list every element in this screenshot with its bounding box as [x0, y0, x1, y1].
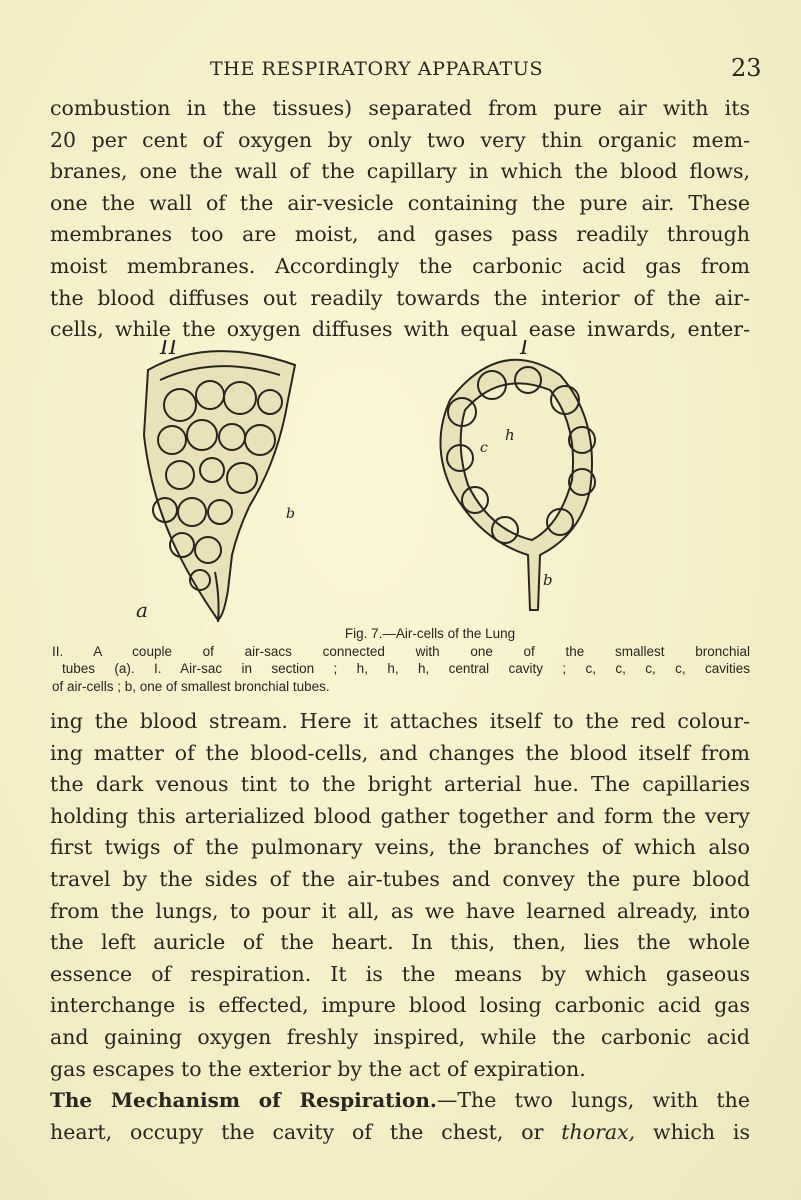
text-line [50, 1117, 750, 1149]
text-line: moist membranes. Accordingly the carbonic acid gas from [50, 253, 750, 278]
text-line: one the wall of the air-vesicle containing the pure air. These [50, 190, 750, 215]
caption-line: tubes (a). I. Air-sac in section ; h, h, h, central cavity ; c, c, c, c, cavities [62, 661, 750, 676]
text-line: the blood diffuses out readily towards the interior of the air- [50, 285, 750, 310]
text-line: cells, while the oxygen diffuses with equal ease inwards, enter- [50, 317, 750, 342]
text-line: 20 per cent of oxygen by only two very thin organic mem- [50, 127, 750, 152]
label-h: h [505, 426, 515, 444]
page-number: 23 [731, 54, 762, 82]
air-sac-section-drawing [440, 360, 595, 610]
text-line: first twigs of the pulmonary veins, the branches of which also [50, 835, 750, 860]
section-heading-line [50, 1085, 750, 1117]
text-line: combustion in the tissues) separated from pure air with its [50, 96, 750, 120]
text-line: ing the blood stream. Here it attaches itself to the red colour- [50, 709, 750, 733]
text-line: from the lungs, to pour it all, as we have learned already, into [50, 898, 750, 923]
caption-line: of air-cells ; b, one of smallest bronchial tubes. [52, 678, 330, 694]
text-fragment: heart, occupy the cavity of the chest, or [50, 1119, 562, 1144]
paragraph-2 [50, 706, 750, 1148]
caption-line: II. A couple of air-sacs connected with one of the smallest bronchial [52, 643, 750, 659]
label-a: a [136, 598, 148, 622]
text-line: ing matter of the blood-cells, and changes the blood itself from [50, 740, 750, 765]
text-fragment: which is [635, 1119, 751, 1144]
text-line: membranes too are moist, and gases pass readily through [50, 222, 750, 247]
label-c: c [480, 440, 488, 456]
text-fragment: —The two lungs, with the [436, 1088, 750, 1113]
text-line: interchange is effected, impure blood losing carbonic acid gas [50, 993, 750, 1018]
label-b-left: b [286, 506, 295, 522]
air-sacs-drawing [144, 351, 295, 622]
italic-term-thorax: thorax, [561, 1119, 636, 1144]
text-line: branes, one the wall of the capillary in which the blood flows, [50, 159, 750, 184]
figure-label-ii: II [160, 340, 178, 360]
section-run-in-heading: The Mechanism of Respiration. [50, 1088, 437, 1113]
text-line: gas escapes to the exterior by the act of expiration. [50, 1056, 586, 1081]
figure-label-i: I [520, 340, 529, 360]
text-line: travel by the sides of the air-tubes and convey the pure blood [50, 866, 750, 891]
text-line: holding this arterialized blood gather together and form the very [50, 803, 750, 828]
running-head [0, 54, 801, 84]
text-line: and gaining oxygen freshly inspired, while the carbonic acid [50, 1024, 750, 1049]
label-b-right: b [543, 571, 553, 589]
text-line: the dark venous tint to the bright arterial hue. The capillaries [50, 772, 750, 797]
paragraph-1 [50, 93, 750, 346]
caption-title: Fig. 7.—Air-cells of the Lung [344, 626, 516, 641]
text-line: essence of respiration. It is the means by which gaseous [50, 961, 750, 986]
figure-caption [50, 625, 750, 695]
text-line: the left auricle of the heart. In this, then, lies the whole [50, 930, 750, 955]
figure-air-cells [120, 340, 640, 640]
running-title: THE RESPIRATORY APPARATUS [210, 58, 544, 80]
air-cells-illustration [120, 340, 640, 640]
